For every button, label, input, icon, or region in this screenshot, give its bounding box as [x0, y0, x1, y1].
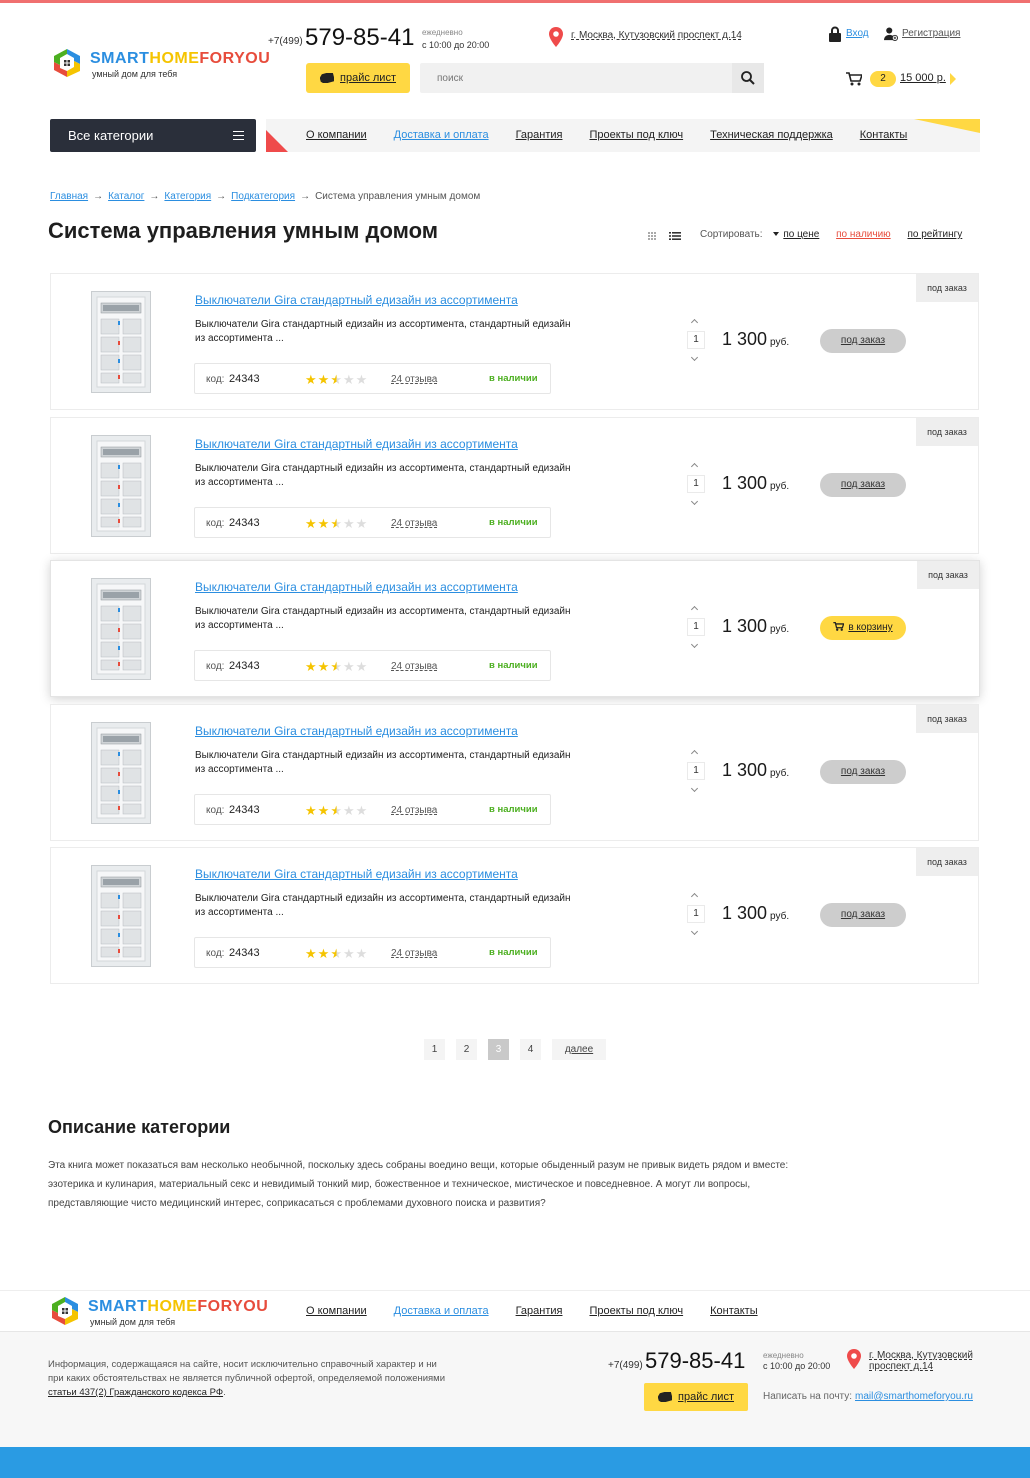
order-badge: под заказ [917, 561, 979, 589]
breadcrumb-arrow-icon: → [93, 191, 104, 202]
button-label: под заказ [840, 335, 886, 346]
rating-stars [305, 946, 368, 962]
sort-label: Сортировать: [700, 229, 763, 240]
star-full-icon: ★ [305, 946, 318, 961]
footer-address-link[interactable]: г. Москва, Кутузовский проспект д.14 [869, 1350, 973, 1372]
chevron-down-icon[interactable] [691, 928, 698, 935]
reviews-link[interactable]: 24 отзыва [391, 374, 438, 385]
order-button[interactable] [820, 473, 906, 497]
star-half-icon: ★ [330, 372, 343, 387]
phone-number[interactable]: 579-85-41 [305, 24, 415, 51]
product-card[interactable] [50, 560, 980, 697]
cart[interactable] [846, 70, 966, 88]
button-label: под заказ [840, 479, 886, 490]
sort-controls [700, 229, 962, 240]
quantity-field[interactable]: 1 [687, 762, 705, 780]
menu-icon [233, 131, 244, 140]
breadcrumb [50, 191, 480, 202]
price-currency: руб. [770, 337, 790, 348]
product-image[interactable] [91, 578, 151, 680]
product-price [722, 473, 789, 494]
product-title-link[interactable]: Выключатели Gira стандартный едизайн из ассортимента [195, 867, 518, 881]
location-pin-icon [549, 27, 563, 47]
pagination [424, 1039, 617, 1060]
rating-stars [305, 372, 368, 388]
add-to-cart-button[interactable] [820, 616, 906, 640]
price-list-button[interactable] [306, 63, 410, 93]
product-card[interactable] [50, 417, 979, 554]
product-code: 24343 [229, 804, 260, 816]
footer-logo-subtitle: умный дом для тебя [90, 1317, 176, 1327]
footer-logo-text: SMARTHOMEFORYOU [88, 1298, 269, 1315]
stock-status: в наличии [489, 517, 538, 528]
product-price [722, 903, 789, 924]
price-currency: руб. [770, 624, 790, 635]
footer-hours-value: с 10:00 до 20:00 [763, 1361, 831, 1371]
star-full-icon: ★ [305, 372, 318, 387]
footer-nav-projects[interactable]: Проекты под ключ [589, 1305, 684, 1317]
quantity-field[interactable]: 1 [687, 475, 705, 493]
footer-nav [306, 1305, 785, 1317]
quantity-stepper [687, 749, 705, 793]
product-code: 24343 [229, 517, 260, 529]
product-meta [194, 650, 551, 681]
chevron-down-icon[interactable] [691, 785, 698, 792]
next-page-link[interactable]: далее [552, 1039, 606, 1060]
price-currency: руб. [770, 911, 790, 922]
legal-notice: Информация, содержащаяся на сайте, носит исключительно справочный характер и ни при каких обстоятельствах не является публичной офертой, определяемой положениями статьи 437(2) Гражданского кодекса РФ. [48, 1359, 446, 1398]
reviews-link[interactable]: 24 отзыва [391, 948, 438, 959]
view-toggle [648, 231, 682, 241]
star-empty-icon: ★ [355, 946, 369, 961]
nav-item-warranty[interactable]: Гарантия [515, 129, 563, 141]
logo[interactable] [52, 48, 271, 84]
button-label: под заказ [840, 909, 886, 920]
rating-stars [305, 659, 368, 675]
reviews-link[interactable]: 24 отзыва [391, 518, 438, 529]
chevron-down-icon[interactable] [691, 354, 698, 361]
reviews-link[interactable]: 24 отзыва [391, 805, 438, 816]
all-categories-button[interactable] [50, 119, 256, 152]
price-value: 1 300 [722, 616, 768, 636]
page-2[interactable]: 2 [456, 1039, 477, 1060]
breadcrumb-arrow-icon: → [300, 191, 311, 202]
cart-icon [846, 72, 862, 86]
quantity-stepper [687, 462, 705, 506]
login-link[interactable] [828, 28, 869, 39]
chevron-up-icon[interactable] [691, 893, 698, 900]
footer-location-pin-icon [847, 1349, 861, 1369]
breadcrumb-subcategory[interactable]: Подкатегория [231, 191, 296, 202]
login-label: Вход [846, 28, 869, 39]
hours-value: с 10:00 до 20:00 [422, 40, 490, 50]
logo-mark-icon [52, 48, 82, 78]
quantity-field[interactable]: 1 [687, 331, 705, 349]
order-button[interactable] [820, 760, 906, 784]
product-meta [194, 507, 551, 538]
sort-by-rating[interactable]: по рейтингу [907, 229, 963, 240]
star-half-icon: ★ [330, 659, 343, 674]
star-empty-icon: ★ [342, 803, 356, 818]
page-3-current[interactable]: 3 [488, 1039, 509, 1060]
breadcrumb-home[interactable]: Главная [50, 191, 89, 202]
footer-logo[interactable] [50, 1296, 269, 1330]
tag-icon [658, 1392, 672, 1402]
cart-icon [833, 622, 844, 631]
quantity-field[interactable]: 1 [687, 905, 705, 923]
star-empty-icon: ★ [355, 803, 369, 818]
logo-subtitle: умный дом для тебя [92, 69, 178, 79]
star-full-icon: ★ [317, 372, 331, 387]
price-value: 1 300 [722, 473, 768, 493]
product-code: 24343 [229, 947, 260, 959]
cart-sum: 15 000 р. [900, 72, 946, 84]
chevron-down-icon[interactable] [691, 641, 698, 648]
user-add-icon [884, 26, 898, 42]
footer-nav-about[interactable]: О компании [306, 1305, 367, 1317]
star-half-icon: ★ [330, 516, 343, 531]
cart-arrow-icon [950, 73, 956, 85]
order-button[interactable] [820, 329, 906, 353]
star-full-icon: ★ [317, 516, 331, 531]
register-link[interactable] [884, 28, 960, 39]
working-hours [422, 27, 489, 51]
product-code-label: код: [206, 805, 225, 816]
star-empty-icon: ★ [342, 659, 356, 674]
footer-mail-label: Написать на почту: [763, 1391, 852, 1402]
lock-icon [828, 26, 842, 42]
footer-price-list-button[interactable] [644, 1383, 748, 1411]
logo-mark-icon [50, 1296, 80, 1326]
chevron-up-icon[interactable] [691, 319, 698, 326]
sort-by-availability[interactable]: по наличию [836, 229, 891, 240]
product-description: Выключатели Gira стандартный едизайн из ассортимента, стандартный едизайн из ассортимента ... [195, 893, 571, 918]
stock-status: в наличии [489, 947, 538, 958]
product-price [722, 760, 789, 781]
product-code-label: код: [206, 948, 225, 959]
price-currency: руб. [770, 768, 790, 779]
footer-phone-prefix: +7(499) [608, 1360, 643, 1371]
search-input[interactable] [420, 63, 732, 93]
product-card[interactable] [50, 704, 979, 841]
product-title-link[interactable]: Выключатели Gira стандартный едизайн из ассортимента [195, 293, 518, 307]
breadcrumb-current: Система управления умным домом [315, 191, 481, 202]
all-categories-label: Все категории [68, 128, 154, 143]
breadcrumb-arrow-icon: → [149, 191, 160, 202]
order-badge: под заказ [916, 705, 978, 733]
stock-status: в наличии [489, 804, 538, 815]
address-link[interactable]: г. Москва, Кутузовский проспект д.14 [571, 30, 742, 41]
legal-text: Информация, содержащаяся на сайте, носит исключительно справочный характер и ни при каких обстоятельствах не является публичной офертой, определяемой положениями [48, 1359, 446, 1384]
button-label: под заказ [840, 766, 886, 777]
nav-item-contacts[interactable]: Контакты [859, 129, 908, 141]
product-image[interactable] [91, 435, 151, 537]
nav-item-delivery[interactable]: Доставка и оплата [393, 129, 489, 141]
product-meta [194, 363, 551, 394]
hours-label: ежедневно [422, 28, 463, 37]
star-empty-icon: ★ [355, 516, 369, 531]
nav-item-projects[interactable]: Проекты под ключ [589, 129, 684, 141]
chevron-down-icon[interactable] [691, 498, 698, 505]
nav-decor-red [266, 130, 288, 152]
product-card[interactable] [50, 847, 979, 984]
product-price [722, 616, 789, 637]
product-title-link[interactable]: Выключатели Gira стандартный едизайн из ассортимента [195, 724, 518, 738]
price-value: 1 300 [722, 329, 768, 349]
nav-item-support[interactable]: Техническая поддержка [710, 129, 833, 141]
chevron-up-icon[interactable] [691, 750, 698, 757]
star-full-icon: ★ [317, 803, 331, 818]
price-value: 1 300 [722, 760, 768, 780]
price-value: 1 300 [722, 903, 768, 923]
list-view-icon[interactable] [669, 232, 681, 240]
product-image[interactable] [91, 291, 151, 393]
star-full-icon: ★ [305, 803, 318, 818]
product-code-label: код: [206, 374, 225, 385]
quantity-stepper [687, 605, 705, 649]
star-half-icon: ★ [330, 803, 343, 818]
star-empty-icon: ★ [342, 516, 356, 531]
logo-text: SMARTHOMEFORYOU [90, 50, 271, 67]
order-button[interactable] [820, 903, 906, 927]
product-title-link[interactable]: Выключатели Gira стандартный едизайн из ассортимента [195, 437, 518, 451]
product-code-label: код: [206, 518, 225, 529]
main-nav-items [306, 129, 934, 141]
footer-nav-delivery[interactable]: Доставка и оплата [393, 1305, 489, 1317]
product-description: Выключатели Gira стандартный едизайн из ассортимента, стандартный едизайн из ассортимента ... [195, 463, 571, 488]
top-accent-line [0, 0, 1030, 3]
quantity-field[interactable]: 1 [687, 618, 705, 636]
footer-nav-contacts[interactable]: Контакты [710, 1305, 758, 1317]
bottom-bar [0, 1447, 1030, 1478]
product-code-label: код: [206, 661, 225, 672]
product-meta [194, 937, 551, 968]
footer-price-list-label: прайс лист [678, 1391, 734, 1403]
star-empty-icon: ★ [342, 946, 356, 961]
stock-status: в наличии [489, 660, 538, 671]
product-meta [194, 794, 551, 825]
sort-by-price[interactable]: по цене [783, 229, 820, 240]
star-full-icon: ★ [305, 659, 318, 674]
star-full-icon: ★ [317, 659, 331, 674]
chevron-up-icon[interactable] [691, 463, 698, 470]
order-badge: под заказ [916, 418, 978, 446]
order-badge: под заказ [916, 274, 978, 302]
phone-prefix: +7(499) [268, 36, 303, 47]
rating-stars [305, 516, 368, 532]
breadcrumb-catalog[interactable]: Каталог [108, 191, 145, 202]
star-empty-icon: ★ [355, 659, 369, 674]
star-full-icon: ★ [305, 516, 318, 531]
page-title: Система управления умным домом [48, 218, 439, 243]
register-label: Регистрация [902, 28, 961, 39]
footer-nav-warranty[interactable]: Гарантия [515, 1305, 563, 1317]
product-description: Выключатели Gira стандартный едизайн из ассортимента, стандартный едизайн из ассортимента ... [195, 606, 571, 631]
footer-mail-link[interactable]: mail@smarthomeforyou.ru [855, 1391, 973, 1402]
product-card[interactable] [50, 273, 979, 410]
star-empty-icon: ★ [342, 372, 356, 387]
search-icon [741, 71, 755, 85]
star-half-icon: ★ [330, 946, 343, 961]
sort-direction-icon [773, 232, 779, 236]
search-box [420, 63, 764, 93]
footer-hours-label: ежедневно [763, 1351, 804, 1360]
footer-mail [763, 1391, 973, 1402]
price-currency: руб. [770, 481, 790, 492]
star-empty-icon: ★ [355, 372, 369, 387]
page-4[interactable]: 4 [520, 1039, 541, 1060]
quantity-stepper [687, 892, 705, 936]
product-price [722, 329, 789, 350]
grid-view-icon[interactable] [648, 232, 656, 240]
quantity-stepper [687, 318, 705, 362]
stock-status: в наличии [489, 373, 538, 384]
reviews-link[interactable]: 24 отзыва [391, 661, 438, 672]
price-list-label: прайс лист [340, 72, 396, 84]
legal-link[interactable]: статьи 437(2) Гражданского кодекса РФ [48, 1387, 224, 1398]
footer-phone-number[interactable]: 579-85-41 [645, 1348, 746, 1373]
page-1[interactable]: 1 [424, 1039, 445, 1060]
search-button[interactable] [732, 63, 764, 93]
product-description: Выключатели Gira стандартный едизайн из ассортимента, стандартный едизайн из ассортимента ... [195, 750, 571, 775]
nav-item-about[interactable]: О компании [306, 129, 367, 141]
product-image[interactable] [91, 865, 151, 967]
button-label: в корзину [848, 622, 893, 633]
description-title: Описание категории [48, 1117, 231, 1137]
cart-count-badge: 2 [870, 71, 896, 87]
order-badge: под заказ [916, 848, 978, 876]
footer-working-hours [763, 1350, 830, 1372]
chevron-up-icon[interactable] [691, 606, 698, 613]
description-text: Эта книга может показаться вам несколько необычной, поскольку здесь собраны воедино вещи, которые обыденный разум не привык видеть рядом и вместе: эзотерика и кулинария, материальный секс и невидимый тонкий мир, божественное и техническое, мистическое и повседневное. А могут ли вопросы, представляющие чисто медицинский интерес, соприкасаться с проблемами духовного поиска и развития? [48, 1160, 789, 1209]
tag-icon [320, 73, 334, 83]
product-title-link[interactable]: Выключатели Gira стандартный едизайн из ассортимента [195, 580, 518, 594]
star-full-icon: ★ [317, 946, 331, 961]
breadcrumb-category[interactable]: Категория [164, 191, 212, 202]
product-description: Выключатели Gira стандартный едизайн из ассортимента, стандартный едизайн из ассортимента ... [195, 319, 571, 344]
breadcrumb-arrow-icon: → [216, 191, 227, 202]
product-code: 24343 [229, 660, 260, 672]
product-code: 24343 [229, 373, 260, 385]
product-image[interactable] [91, 722, 151, 824]
rating-stars [305, 803, 368, 819]
